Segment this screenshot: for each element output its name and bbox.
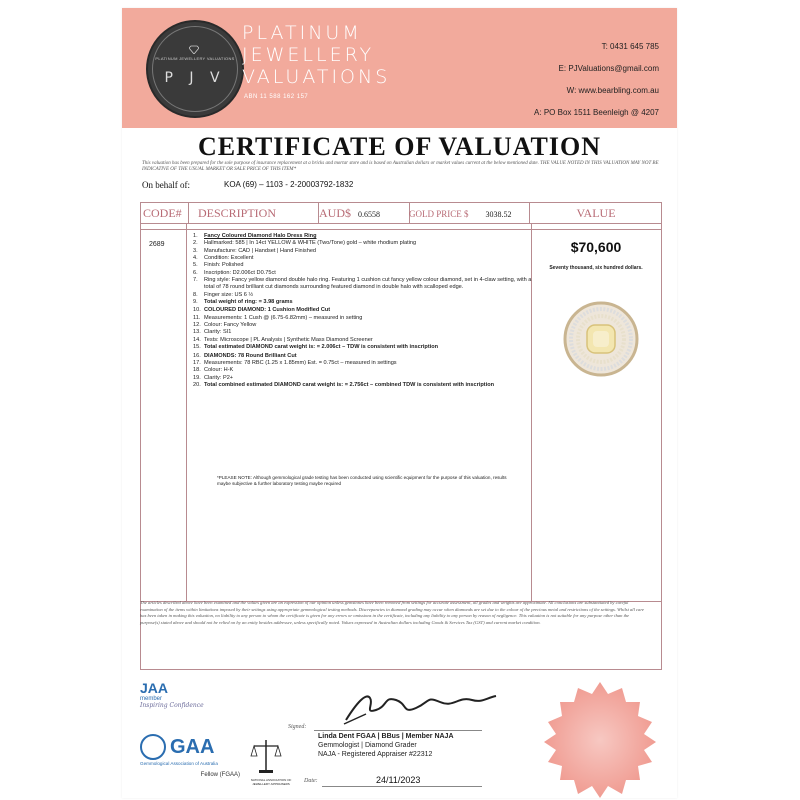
list-item <box>193 307 533 314</box>
item-text: Inscription: D2.006ct D0.75ct <box>204 269 276 276</box>
phone-text: T: 0431 645 785 <box>601 42 659 51</box>
gaa-fellow: Fellow (FGAA) <box>200 772 240 778</box>
header-value: VALUE <box>576 206 616 220</box>
gaa-emblem-icon <box>140 734 166 760</box>
logo-initials: P J V <box>164 70 226 86</box>
naja-caption: NATIONAL ASSOCIATION OF JEWELLERY APPRAISERS <box>250 778 292 786</box>
gold-label: GOLD PRICE $ <box>409 209 469 219</box>
item-number: 12. <box>193 322 201 329</box>
item-text: DIAMONDS: 78 Round Brilliant Cut <box>204 352 297 359</box>
list-item <box>193 248 533 255</box>
item-number: 13. <box>193 329 201 336</box>
list-item <box>193 337 533 344</box>
list-item <box>193 353 533 360</box>
address-text: A: PO Box 1511 Beenleigh @ 4207 <box>534 108 659 117</box>
item-text: Measurements: 78 RBC (1.25 x 1.85mm) Est. = 0.75ct – measured in settings <box>204 359 397 366</box>
aud-value: 0.6558 <box>358 210 380 219</box>
gaa-mark <box>140 734 240 760</box>
valuation-seal <box>540 680 660 800</box>
list-item <box>193 322 533 329</box>
ring-photo <box>561 301 641 377</box>
brand-line-2: JEWELLERY <box>242 44 375 66</box>
header-band <box>122 8 677 128</box>
header-gold-price <box>409 203 530 223</box>
list-item <box>193 375 533 382</box>
valuation-price: $70,600 <box>570 239 622 255</box>
list-item <box>193 315 533 322</box>
item-text: Measurements: 1 Cush @ (6.75-6.82mm) – measured in setting <box>204 314 363 321</box>
list-item <box>193 255 533 262</box>
item-number: 19. <box>193 374 201 381</box>
item-text: Clarity: SI1 <box>204 329 232 336</box>
aud-label: AUD$ <box>319 206 351 220</box>
list-item <box>193 367 533 374</box>
certificate-title: CERTIFICATE OF VALUATION <box>197 132 602 161</box>
item-number: 16. <box>193 352 201 359</box>
behalf-label: On behalf of: <box>142 180 190 190</box>
logo-ring <box>152 26 238 112</box>
header-description: DESCRIPTION <box>188 203 319 223</box>
abn-number: ABN 11 588 162 157 <box>244 94 309 100</box>
item-text: Colour: Fancy Yellow <box>204 322 257 329</box>
signer-registration: NAJA - Registered Appraiser #22312 <box>318 751 433 758</box>
web-text: W: www.bearbling.com.au <box>566 86 659 95</box>
item-number: 3. <box>193 247 198 254</box>
item-text: Finish: Polished <box>204 262 244 269</box>
item-number: 20. <box>193 381 201 388</box>
list-item <box>193 262 533 269</box>
item-text: Ring style: Fancy yellow diamond double halo ring. Featuring 1 cushion cut fancy yellow colour diamond, set in 4-claw setting, with a total of 78 round brilliant cut diamonds surrounding featured diamond in double halo with scalloped edge. <box>204 277 532 291</box>
item-number: 18. <box>193 367 201 374</box>
item-number: 1. <box>193 233 198 239</box>
logo-ring-text: PLATINUM JEWELLERY VALUATIONS <box>155 56 235 61</box>
brand-line-1: PLATINUM <box>242 22 362 44</box>
testing-note: *PLEASE NOTE: Although gemmological grade testing has been conducted using scientific equipment for the purpose of this valuation, results maybe subjective & further laboratory testing maybe required <box>217 475 507 486</box>
gold-value: 3038.52 <box>485 210 512 219</box>
item-text: Fancy Coloured Diamond Halo Dress Ring <box>204 233 317 239</box>
item-text: Hallmarked: 585 | In 14ct YELLOW & WHITE (Two/Tone) gold – white rhodium plating <box>204 240 417 247</box>
item-number: 15. <box>193 344 201 351</box>
item-number: 17. <box>193 359 201 366</box>
item-number: 8. <box>193 291 198 298</box>
signed-label: Signed: <box>288 724 307 730</box>
item-text: Finger size: US 6 ½ <box>204 291 254 298</box>
valuation-disclaimer: This valuation has been prepared for the sole purpose of insurance replacement at a bricks and mortar store and is based on Australian dollars or market values current at the below mentioned date. THE VALUE NOTED IN THIS VALUATION MAY NOT BE INDICATIVE OF THE USUAL MARKET OR SALE PRICE OF THIS ITEM* <box>142 161 659 172</box>
signer-name: Linda Dent FGAA | BBus | Member NAJA <box>318 733 454 740</box>
item-number: 4. <box>193 255 198 262</box>
certificate-date: 24/11/2023 <box>376 775 421 785</box>
item-number: 6. <box>193 269 198 276</box>
jaa-title: JAA <box>140 680 169 696</box>
item-text: Colour: H-K <box>204 367 234 374</box>
list-item <box>193 292 533 299</box>
brand-name <box>242 22 442 88</box>
header-code: CODE# <box>141 203 189 223</box>
brand-line-3: VALUATIONS <box>242 66 391 88</box>
behalf-value: KOA (69) – 1103 - 2-20003792-1832 <box>224 180 354 189</box>
code-column-line <box>186 223 187 601</box>
list-item <box>193 329 533 336</box>
diamond-icon <box>189 44 199 54</box>
item-number: 2. <box>193 240 198 247</box>
header-aud <box>319 203 410 223</box>
date-line <box>322 786 482 787</box>
certificate-page <box>122 8 677 798</box>
item-text: Total estimated DIAMOND carat weight is: = 2.006ct – TDW is consistent with inscription <box>204 344 439 351</box>
item-text: Tests: Microscope | PL Analysis | Synthetic Mass Diamond Screener <box>204 336 373 343</box>
scales-icon <box>250 736 282 776</box>
item-number: 9. <box>193 299 198 306</box>
item-number: 7. <box>193 277 198 284</box>
item-text: Manufacture: CAD | Handset | Hand Finished <box>204 247 317 254</box>
item-text: COLOURED DIAMOND: 1 Cushion Modified Cut <box>204 307 331 314</box>
signature-line <box>314 730 482 731</box>
jaa-logo <box>140 680 210 709</box>
gaa-logo <box>140 734 240 778</box>
item-number: 5. <box>193 262 198 269</box>
item-code: 2689 <box>149 241 165 248</box>
gaa-title: GAA <box>170 735 215 758</box>
item-text: Clarity: P2+ <box>204 374 234 381</box>
list-item <box>193 240 533 247</box>
header-divider-2 <box>141 229 661 230</box>
list-item <box>193 270 533 277</box>
legal-disclaimer: The articles described above have been examined and the values given are an expression of our opinion unless gemstones have been removed from settings for accurate assessment, all grades and weights are approximate. All conclusions are substantiated by careful examination of the items within limitations imposed by their settings using appropriate gemmological testing methods. Discrepancies in diamond grading may occur when diamonds are set due to the colour of the precious metal and restrictions of the settings. Whilst all care has been taken in making this valuation, no liability to any person to whom the certificate is given for any errors or omissions in the certificate, including any liability to any person by reason of negligence. This valuation is not suitable for any purpose other than the purpose(s) stated above and should not be relied on by an entity besides addressee, unless specifically noted. Values expressed in Australian dollars including Goods & Services Tax (GST) and current market condition. <box>140 600 644 625</box>
signature <box>336 684 506 728</box>
item-number: 14. <box>193 336 201 343</box>
list-item <box>193 299 533 306</box>
list-item <box>193 277 533 292</box>
pjv-logo <box>146 20 244 118</box>
list-item <box>193 233 533 240</box>
item-number: 11. <box>193 314 201 321</box>
list-item <box>193 360 533 367</box>
item-text: Total weight of ring: = 3.98 grams <box>204 299 293 306</box>
jaa-tagline: Inspiring Confidence <box>140 702 204 709</box>
signer-role: Gemmologist | Diamond Grader <box>318 742 417 749</box>
gaa-subtitle: Gemmological Association of Australia <box>140 761 218 766</box>
contact-block <box>459 36 659 124</box>
valuation-price-words: Seventy thousand, six hundred dollars. <box>549 265 643 271</box>
list-item <box>193 344 533 351</box>
item-description-list <box>193 233 533 389</box>
email-text: E: PJValuations@gmail.com <box>558 64 659 73</box>
jaa-member: member <box>140 696 163 702</box>
date-label: Date: <box>304 778 318 784</box>
item-number: 10. <box>193 307 201 314</box>
item-text: Total combined estimated DIAMOND carat weight is: = 2.756ct – combined TDW is consistent with inscription <box>204 381 495 388</box>
list-item <box>193 382 533 389</box>
header-divider <box>141 223 661 224</box>
item-text: Condition: Excellent <box>204 255 254 262</box>
signer-block <box>318 732 454 759</box>
